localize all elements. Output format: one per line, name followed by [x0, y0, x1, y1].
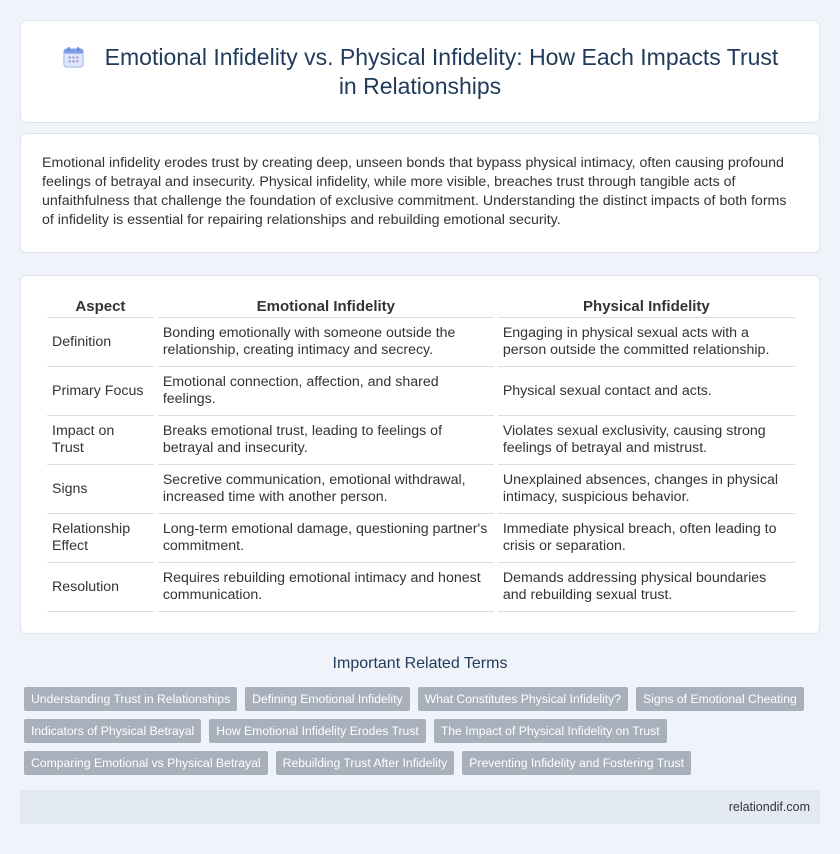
calendar-icon: [62, 46, 85, 69]
related-tag[interactable]: Defining Emotional Infidelity: [245, 687, 409, 711]
emotional-cell: Emotional connection, affection, and shared feelings.: [158, 367, 494, 416]
comparison-table: [43, 296, 799, 612]
aspect-cell: Signs: [47, 465, 154, 514]
related-tag[interactable]: Rebuilding Trust After Infidelity: [276, 751, 455, 775]
physical-cell: Demands addressing physical boundaries and rebuilding sexual trust.: [498, 563, 795, 612]
aspect-cell: Relationship Effect: [47, 514, 154, 563]
aspect-cell: Primary Focus: [47, 367, 154, 416]
related-tag[interactable]: Preventing Infidelity and Fostering Trust: [462, 751, 691, 775]
physical-cell: Immediate physical breach, often leading to crisis or separation.: [498, 514, 795, 563]
related-tag[interactable]: Signs of Emotional Cheating: [636, 687, 804, 711]
emotional-cell: Requires rebuilding emotional intimacy and honest communication.: [158, 563, 494, 612]
table-row: [47, 465, 795, 514]
table-row: [47, 416, 795, 465]
header-card: [20, 20, 820, 123]
aspect-cell: Impact on Trust: [47, 416, 154, 465]
related-tag[interactable]: Comparing Emotional vs Physical Betrayal: [24, 751, 268, 775]
related-terms-title: Important Related Terms: [332, 655, 508, 672]
header-emotional: Emotional Infidelity: [158, 296, 494, 318]
footer: [20, 790, 820, 824]
physical-cell: Engaging in physical sexual acts with a person outside the committed relationship.: [498, 318, 795, 367]
table-row: [47, 318, 795, 367]
aspect-cell: Resolution: [47, 563, 154, 612]
related-tag[interactable]: Understanding Trust in Relationships: [24, 687, 237, 711]
table-row: [47, 367, 795, 416]
intro-paragraph: Emotional infidelity erodes trust by creating deep, unseen bonds that bypass physical intimacy, often causing profound feelings of betrayal and insecurity. Physical infidelity, while more visible, breaches trust through tangible acts of unfaithfulness that challenge the foundation of exclusive commitment. Understanding the distinct impacts of both forms of infidelity is essential for repairing relationships and rebuilding emotional security.: [42, 155, 787, 228]
emotional-cell: Bonding emotionally with someone outside the relationship, creating intimacy and secrecy.: [158, 318, 494, 367]
header-aspect: Aspect: [47, 296, 154, 318]
intro-card: [20, 133, 820, 253]
tag-row: [24, 719, 824, 751]
table-header-row: [47, 296, 795, 318]
tag-row: [24, 751, 824, 783]
emotional-cell: Secretive communication, emotional withdrawal, increased time with another person.: [158, 465, 494, 514]
physical-cell: Physical sexual contact and acts.: [498, 367, 795, 416]
site-link[interactable]: relationdif.com: [728, 800, 810, 814]
comparison-table-card: [20, 275, 820, 634]
page-title: Emotional Infidelity vs. Physical Infidelity: How Each Impacts Trust in Relationships: [104, 44, 779, 99]
related-tag[interactable]: How Emotional Infidelity Erodes Trust: [209, 719, 426, 743]
related-terms-list: [24, 687, 824, 783]
related-tag[interactable]: Indicators of Physical Betrayal: [24, 719, 201, 743]
title-wrap: [21, 43, 819, 101]
tag-row: [24, 687, 824, 719]
aspect-cell: Definition: [47, 318, 154, 367]
emotional-cell: Long-term emotional damage, questioning partner's commitment.: [158, 514, 494, 563]
emotional-cell: Breaks emotional trust, leading to feelings of betrayal and insecurity.: [158, 416, 494, 465]
related-tag[interactable]: What Constitutes Physical Infidelity?: [418, 687, 628, 711]
table-row: [47, 514, 795, 563]
header-physical: Physical Infidelity: [498, 296, 795, 318]
table-row: [47, 563, 795, 612]
related-tag[interactable]: The Impact of Physical Infidelity on Trust: [434, 719, 667, 743]
physical-cell: Violates sexual exclusivity, causing strong feelings of betrayal and mistrust.: [498, 416, 795, 465]
physical-cell: Unexplained absences, changes in physical intimacy, suspicious behavior.: [498, 465, 795, 514]
